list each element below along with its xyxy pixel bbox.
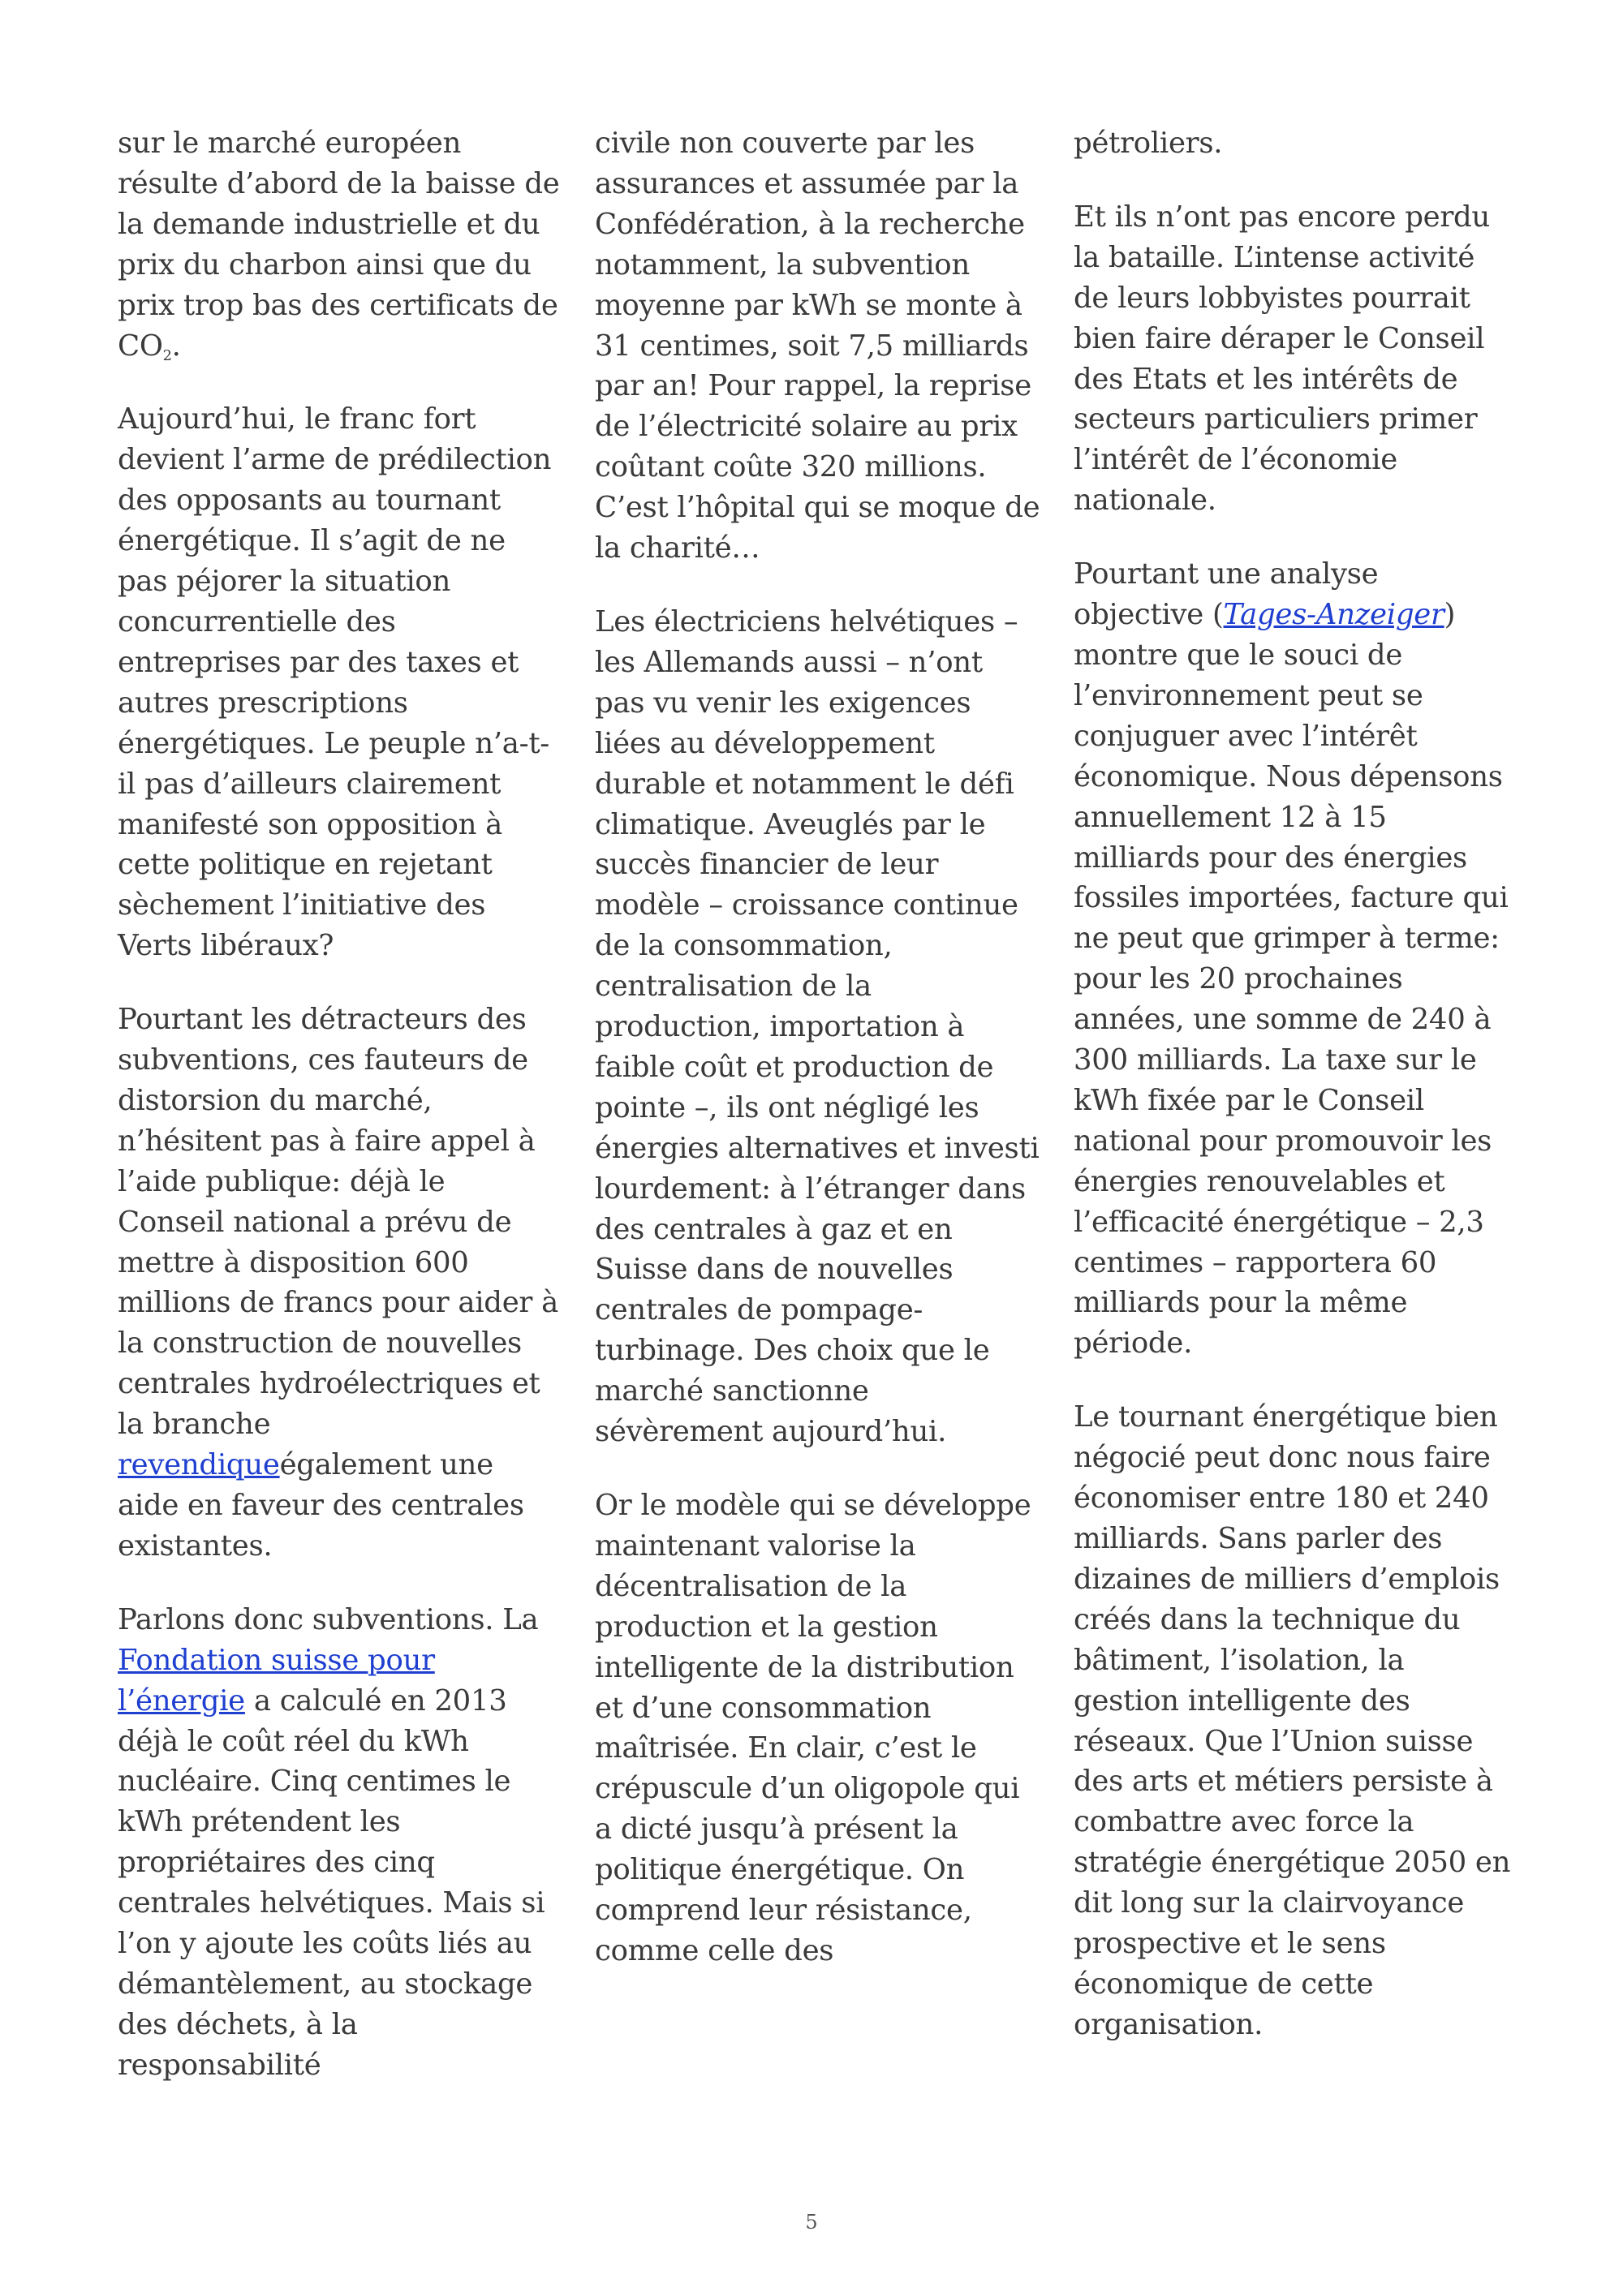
paragraph-text: Pourtant les détracteurs des subventions, ces fauteurs de distorsion du marché, n’hésitent pas à faire appel à l’aide publique: déjà le Conseil national a prévu de mettre à disposition 600 millions de francs pour aider à la construction de nouvelles centrales hydroélectriques et la branche: [118, 1003, 558, 1442]
paragraph-text: Pourtant une analyse objective (: [1074, 557, 1379, 632]
paragraph-text: sur le marché européen résulte d’abord de la baisse de la demande industrielle et du prix du charbon ainsi que du prix trop bas des certificats de CO: [118, 127, 560, 363]
paragraph: Les électriciens helvétiques – les Allemands aussi – n’ont pas vu venir les exigences liées au développement durable et notamment le défi climatique. Aveuglés par le succès financier de leur modèle – croissance continue de la consommation, centralisation de la production, importation à faible coût et production de pointe –, ils ont négligé les énergies alternatives et investi lourdement: à l’étranger dans des centrales à gaz et en Suisse dans de nouvelles centrales de pompage-turbinage. Des choix que le marché sanctionne sévèrement aujourd’hui.: [595, 604, 1040, 1449]
paragraph: pétroliers.: [1074, 127, 1223, 160]
paragraph: [118, 1600, 560, 2086]
column-1: [118, 123, 560, 2086]
paragraph: [118, 123, 560, 366]
paragraph: Le tournant énergétique bien négocié peut donc nous faire économiser entre 180 et 240 milliards. Sans parler des dizaines de milliers d’emplois créés dans la technique du bâtiment, l’isolation, la gestion intelligente des réseaux. Que l’Union suisse des arts et métiers persiste à combattre avec force la stratégie énergétique 2050 en dit long sur la clairvoyance prospective et le sens économique de cette organisation.: [1074, 1400, 1511, 2041]
paragraph-text: également une aide en faveur des centrales existantes.: [118, 1448, 524, 1563]
paragraph: [118, 1000, 560, 1567]
column-3: [1074, 123, 1516, 2045]
paragraph-text: ) montre que le souci de l’environnement peut se conjuguer avec l’intérêt économique. Nous dépensons annuellement 12 à 15 milliards pour des énergies fossiles importées, facture qui ne peut que grimper à terme: pour les 20 prochaines années, une somme de 240 à 300 milliards. La taxe sur le kWh fixée par le Conseil national pour promouvoir les énergies renouvelables et l’efficacité énergétique – 2,3 centimes – rapportera 60 milliards pour la même période.: [1074, 598, 1509, 1361]
paragraph: civile non couverte par les assurances et assumée par la Confédération, à la recherche notamment, la subvention moyenne par kWh se monte à 31 centimes, soit 7,5 milliards par an! Pour rappel, la reprise de l’électricité solaire au prix coûtant coûte 320 millions. C’est l’hôpital qui se moque de la charité…: [595, 127, 1040, 565]
paragraph-text: Parlons donc subventions. La: [118, 1602, 539, 1636]
fondation-suisse-energie-link[interactable]: Fondation suisse pour l’énergie: [118, 1643, 435, 1718]
revendique-link[interactable]: revendique: [118, 1448, 280, 1482]
subscript: 2: [162, 347, 172, 364]
page-number: 5: [805, 2211, 818, 2234]
paragraph-text: a calculé en 2013 déjà le coût réel du kWh nucléaire. Cinq centimes le kWh prétendent les propriétaires des cinq centrales helvétiques. Mais si l’on y ajoute les coûts liés au démantèlement, au stockage des déchets, à la responsabilité: [118, 1683, 545, 2082]
paragraph: Or le modèle qui se développe maintenant valorise la décentralisation de la production et la gestion intelligente de la distribution et d’une consommation maîtrisée. En clair, c’est le crépuscule d’un oligopole qui a dicté jusqu’à présent la politique énergétique. On comprend leur résistance, comme celle des: [595, 1489, 1031, 1967]
tages-anzeiger-link[interactable]: Tages-Anzeiger: [1223, 598, 1444, 632]
paragraph: Et ils n’ont pas encore perdu la bataille. L’intense activité de leurs lobbyistes pourrait bien faire déraper le Conseil des Etats et les intérêts de secteurs particuliers primer l’intérêt de l’économie nationale.: [1074, 200, 1490, 518]
paragraph: [1074, 554, 1516, 1364]
paragraph: Aujourd’hui, le franc fort devient l’arme de prédilection des opposants au tournant énergétique. Il s’agit de ne pas péjorer la situation concurrentielle des entreprises par des taxes et autres prescriptions énergétiques. Le peuple n’a-t-il pas d’ailleurs clairement manifesté son opposition à cette politique en rejetant sèchement l’initiative des Verts libéraux?: [118, 402, 552, 963]
paragraph-text: .: [171, 329, 181, 363]
column-2: [595, 123, 1041, 1971]
